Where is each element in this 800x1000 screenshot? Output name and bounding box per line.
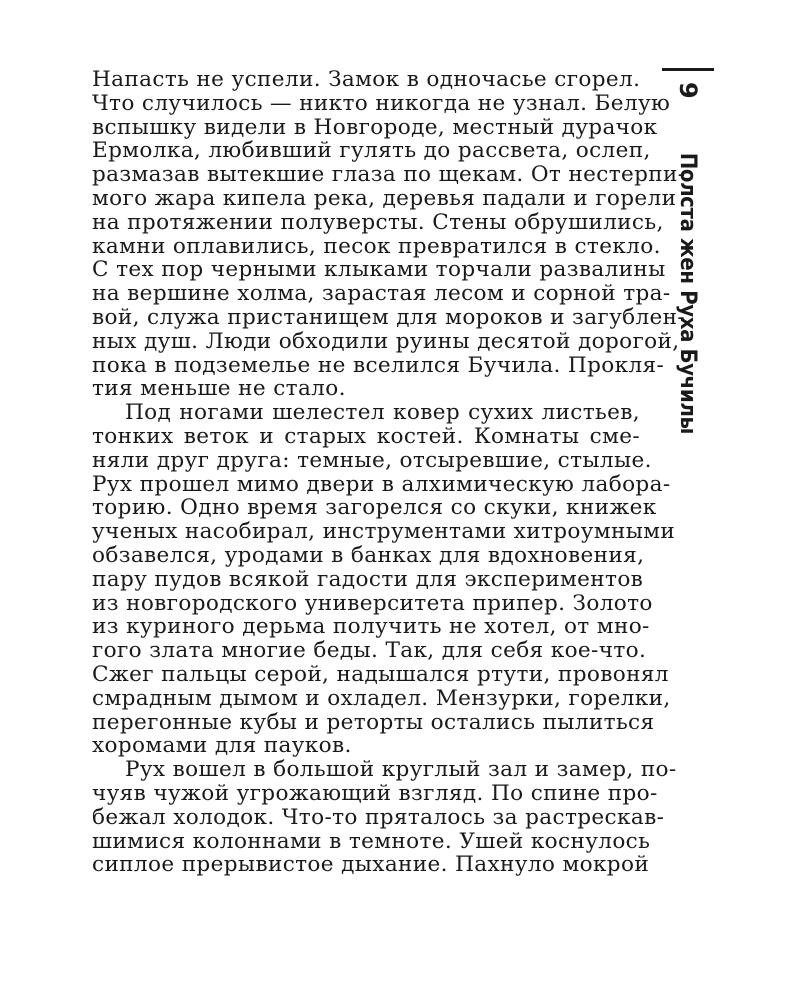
text-line: Что случилось — никто никогда не узнал. Белую: [92, 90, 671, 116]
text-line: Напасть не успели. Замок в одночасье сгорел.: [92, 67, 641, 92]
text-line: смрадным дымом и охладел. Мензурки, горелки,: [92, 685, 671, 711]
text-line: камни оплавились, песок превратился в стекло.: [92, 233, 661, 259]
text-line: пару пудов всякой гадости для экспериментов: [92, 566, 644, 592]
text-line: размазав вытекшие глаза по щекам. От нестерпи-: [92, 162, 686, 188]
text-line: бежал холодок. Что-то пряталось за растрескав-: [92, 804, 665, 830]
text-line: из новгородского университета припер. Золото: [92, 590, 653, 616]
paragraph-start-line: Под ногами шелестел ковер сухих листьев,: [125, 400, 640, 426]
text-line: тонких веток и старых костей. Комнаты сме-: [92, 423, 640, 449]
text-line: пока в подземелье не вселился Бучила. Прокля-: [92, 352, 665, 378]
text-line: гого злата многие беды. Так, для себя кое-что.: [92, 638, 647, 664]
text-line: чуяв чужой угрожающий взгляд. По спине про-: [92, 780, 658, 806]
text-line: шимися колоннами в темноте. Ушей коснулось: [92, 828, 651, 854]
text-line: хоромами для пауков.: [92, 733, 352, 759]
text-line: Ермолка, любивший гулять до рассвета, ослеп,: [92, 138, 651, 164]
text-line: на вершине холма, зарастая лесом и сорной тра-: [92, 281, 671, 307]
text-line: сиплое прерывистое дыхание. Пахнуло мокрой: [92, 852, 650, 878]
page-number: 9: [674, 82, 702, 99]
text-line: перегонные кубы и реторты остались пылиться: [92, 709, 655, 735]
running-head: [658, 82, 702, 442]
paragraph-start-line: Рух вошел в большой круглый зал и замер, по-: [125, 757, 677, 783]
text-line: вой, служа пристанищем для мороков и загублен-: [92, 304, 686, 330]
text-line: Сжег пальцы серой, надышался ртути, провонял: [92, 661, 669, 687]
text-line: из куриного дерьма получить не хотел, от мно-: [92, 614, 650, 640]
running-title: Полста жен Руха Бучилы: [675, 152, 701, 434]
text-line: тия меньше не стало.: [92, 376, 346, 402]
text-line: ученых насобирал, инструментами хитроумными: [92, 519, 676, 545]
header-rule: [662, 68, 714, 71]
text-line: няли друг друга: темные, отсыревшие, стылые.: [92, 447, 652, 473]
body-text: [92, 67, 686, 878]
text-line: Рух прошел мимо двери в алхимическую лабора-: [92, 471, 671, 497]
text-line: ных душ. Люди обходили руины десятой дорогой,: [92, 328, 680, 354]
text-line: мого жара кипела река, деревья падали и горели: [92, 185, 677, 211]
text-line: на протяжении полуверсты. Стены обрушились,: [92, 209, 664, 235]
text-line: торию. Одно время загорелся со скуки, книжек: [92, 495, 657, 521]
text-line: вспышку видели в Новгороде, местный дурачок: [92, 114, 658, 140]
text-line: С тех пор черными клыками торчали развалины: [92, 257, 666, 283]
text-line: обзавелся, уродами в банках для вдохновения,: [92, 542, 645, 568]
